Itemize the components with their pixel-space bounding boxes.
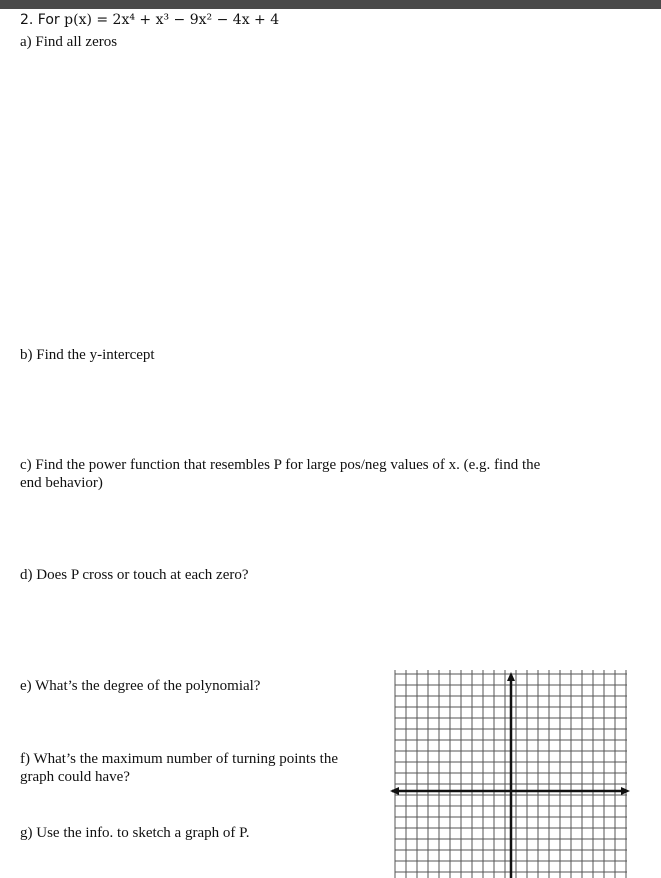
top-bar: [0, 0, 661, 9]
question-f-line2: graph could have?: [20, 769, 130, 785]
question-b: b) Find the y-intercept: [20, 347, 155, 363]
question-f-line1: f) What’s the maximum number of turning points the: [20, 751, 339, 767]
problem-prefix: 2. For: [20, 12, 65, 28]
y-axis-arrow-top: [507, 672, 515, 681]
question-c-line1: c) Find the power function that resembles P for large pos/neg values of x. (e.g. find the: [20, 457, 541, 473]
coordinate-grid[interactable]: [390, 670, 635, 878]
question-a: a) Find all zeros: [20, 34, 118, 50]
question-g: g) Use the info. to sketch a graph of P.: [20, 825, 250, 841]
question-c-line2: end behavior): [20, 475, 103, 491]
question-e: e) What’s the degree of the polynomial?: [20, 678, 261, 694]
question-d: d) Does P cross or touch at each zero?: [20, 567, 249, 583]
problem-statement: [20, 12, 279, 28]
polynomial-expression: p(x) = 2x⁴ + x³ − 9x² − 4x + 4: [64, 12, 280, 28]
